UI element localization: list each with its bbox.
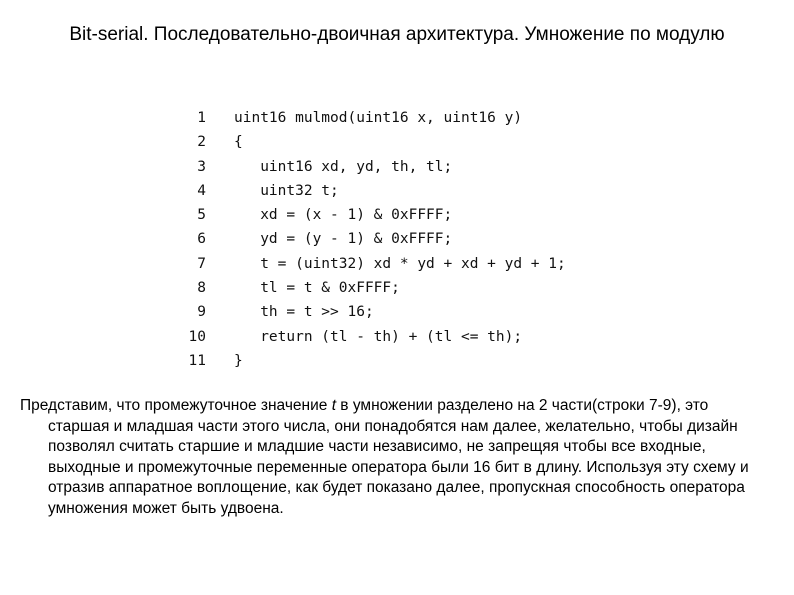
slide-title: Bit-serial. Последовательно-двоичная архитектура. Умножение по модулю — [69, 24, 725, 45]
line-code: t = (uint32) xd * yd + xd + yd + 1; — [234, 255, 566, 272]
line-code: } — [234, 352, 243, 369]
line-number: 7 — [197, 255, 206, 272]
code-line — [170, 106, 640, 130]
line-number: 8 — [197, 280, 206, 297]
code-line — [170, 203, 640, 227]
line-code: tl = t & 0xFFFF; — [234, 280, 400, 297]
line-number: 1 — [197, 110, 206, 126]
code-line — [170, 276, 640, 300]
code-line — [170, 252, 640, 276]
code-line — [170, 349, 640, 373]
line-code: return (tl - th) + (tl <= th); — [234, 328, 523, 345]
line-code: uint32 t; — [234, 182, 339, 199]
line-number: 3 — [197, 158, 206, 175]
line-code: th = t >> 16; — [234, 304, 374, 321]
paragraph-text-before: Представим, что промежуточное значение — [20, 397, 332, 414]
paragraph-text-after: в умножении разделено на 2 части(строки 7-9), это старшая и младшая части этого числа, они понадобятся нам далее, желательно, чтобы дизайн позволял считать старшие и младшие части независимо, не запрещяя чтобы все входные, выходные и промежуточные переменные оператора были 16 бит в длину. Используя эту схему и отразив аппаратное воплощение, как будет показано далее, пропускная способность оператора умножения может быть удвоена. — [48, 397, 749, 517]
variable-t: t — [331, 397, 336, 414]
line-number: 11 — [188, 352, 206, 369]
code-line — [170, 179, 640, 203]
line-number: 9 — [197, 304, 206, 321]
code-line — [170, 130, 640, 154]
line-code: xd = (x - 1) & 0xFFFF; — [234, 207, 453, 224]
line-number: 6 — [197, 231, 206, 248]
code-line — [170, 325, 640, 349]
line-number: 10 — [188, 328, 206, 345]
line-number: 2 — [197, 134, 206, 151]
line-code: { — [234, 134, 243, 151]
code-listing — [170, 106, 640, 373]
code-line — [170, 227, 640, 251]
body-paragraph — [20, 396, 760, 519]
line-number: 4 — [197, 182, 206, 199]
code-line — [170, 300, 640, 324]
line-code: uint16 xd, yd, th, tl; — [234, 158, 453, 175]
line-code: uint16 mulmod(uint16 x, uint16 y) — [234, 110, 523, 126]
code-line — [170, 155, 640, 179]
line-number: 5 — [197, 207, 206, 224]
line-code: yd = (y - 1) & 0xFFFF; — [234, 231, 453, 248]
